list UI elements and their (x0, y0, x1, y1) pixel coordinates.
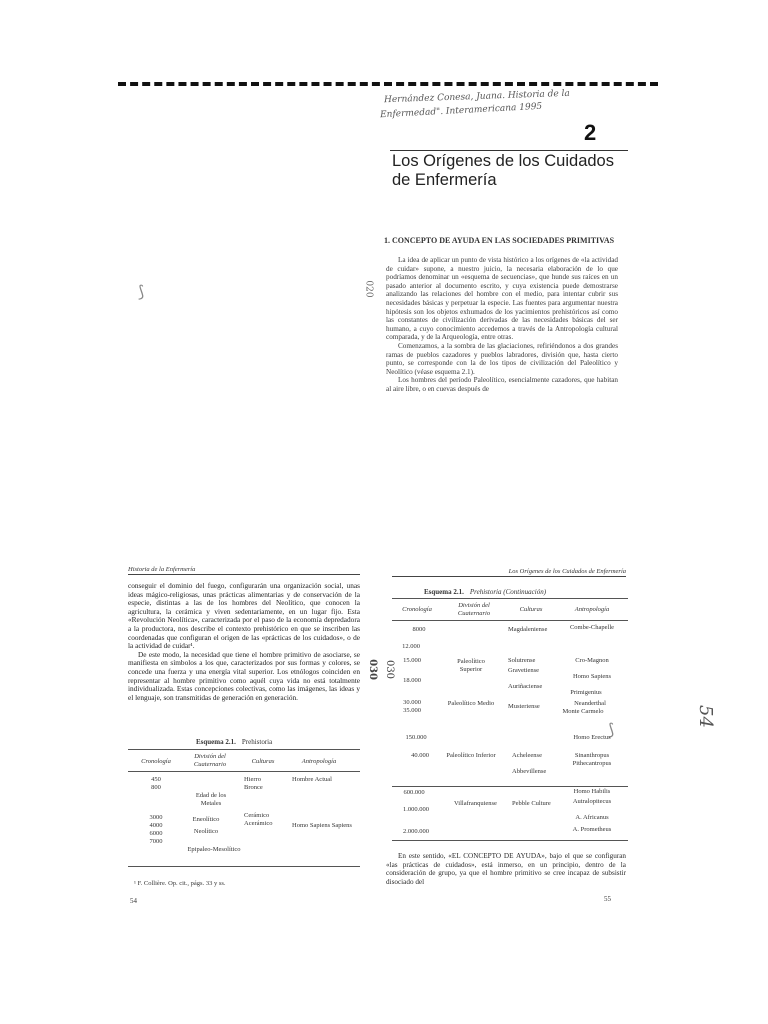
table-cell: 4000 (149, 822, 163, 829)
table-cell: Homo Erectus (573, 734, 611, 741)
footnote: ¹ F. Collière. Op. cit., págs. 33 y ss. (134, 880, 226, 887)
table-cell: 2.000.000 (403, 828, 429, 835)
table-rule (128, 749, 360, 750)
table-name: Prehistoria (Continuación) (469, 588, 547, 596)
chapter-number: 2 (584, 120, 597, 145)
table-cell: Paleolítico Superior (457, 658, 485, 673)
table-cell: Cerámico (244, 812, 270, 819)
paragraph: Comenzamos, a la sombra de las glaciaciones, refiriéndonos a dos grandes ramas de pueblos cazadores y pueblos labradores, división que, hasta cierto punto, se corresponde con la de los tipos de civilización del Paleolítico y Neolítico (véase esquema 2.1). (386, 341, 618, 376)
table-cell: Acerámico (244, 820, 273, 827)
left-page-body (128, 582, 360, 702)
table-cell: Villafranquiense (454, 800, 497, 807)
table-cell: 150.000 (405, 734, 427, 741)
table-cell: Epipaleo-Mesolítico (187, 846, 241, 853)
table-cell: Pithecantropus (572, 760, 612, 767)
table-cell: 600.000 (403, 789, 425, 796)
table-cell: A. Prometheus (572, 826, 612, 833)
table-cell: Bronce (244, 784, 263, 791)
table-label: Esquema 2.1. (424, 588, 464, 596)
table-header: Culturas (251, 758, 275, 765)
stamp-number-middle: 030 (366, 659, 378, 680)
table-cell: Magdaleniense (508, 626, 548, 633)
table-cell: Primigenius (570, 689, 602, 696)
table-cell: Neolítico (193, 828, 219, 835)
right-page-body (386, 852, 626, 886)
table-cell: Acheleense (512, 752, 542, 759)
table-header: Antropología (301, 758, 337, 765)
table-cell: Gravetiense (508, 667, 540, 674)
table-rule (128, 771, 360, 772)
table-cell: 12.000 (402, 643, 420, 650)
table-cell: 7000 (149, 838, 163, 845)
table-name: Prehistoria (241, 738, 273, 746)
table-cell: Combe-Chapelle (569, 624, 615, 631)
page-number-left: 54 (130, 897, 137, 905)
running-head-left: Historia de la Enfermería (128, 566, 360, 575)
table-cell: 6000 (149, 830, 163, 837)
table-cell: Homo Sapiens Sapiens (292, 822, 352, 829)
table-label: Esquema 2.1. (196, 738, 236, 746)
table-cell: 8000 (412, 626, 426, 633)
margin-bracket-mark-right: ⟆ (608, 720, 615, 739)
table-cell: 15.000 (403, 657, 421, 664)
table-cell: Cro-Magnon (575, 657, 609, 664)
table-header: División del Cuaternario (193, 753, 227, 768)
paragraph: De este modo, la necesidad que tiene el hombre primitivo de asociarse, se manifiesta en símbolos a los que, caracterizados por sus formas y colores, se concede una fuerza y una energía vital superior. Los etnólogos coinciden en representar al hombre primitivo como aquél cuya vida no está totalmente individualizada. Estas concepciones colectivas, como las imágenes, las ideas y el lenguaje, son transmitidas de generación en generación. (128, 649, 360, 702)
table-cell: Monte Carmelo (562, 708, 604, 715)
handwritten-note-line2: Enfermedad". Interamericana 1995 (379, 101, 543, 121)
table-cell: 35.000 (403, 707, 421, 714)
table-cell: Pebble Culture (512, 800, 551, 807)
paragraph: La idea de aplicar un punto de vista histórico a los orígenes de «la actividad de cuidar» supone, a nuestro juicio, la necesaria elaboración de lo que podríamos denominar un «esquema de secuencias», que hunde sus raíces en un pasado anterior al documento escrito, y cuya existencia puede demostrarse analizando las relaciones del hombre con el medio, para intentar cubrir sus necesidades básicas y perpetuar la especie. Las fuentes para argumentar nuestra hipótesis son los objetos exhumados de los yacimientos prehistóricos así como las constantes de civilización derivadas de las necesidades básicas del ser humano, a cuyo conocimiento accedemos a través de la Antropología cultural comparada, y de la Arqueología, entre otras. (386, 256, 618, 342)
table-cell: Edad de los Metales (195, 792, 227, 807)
table-header: Cronología (141, 758, 171, 765)
table-cell: 450 (151, 776, 161, 783)
table-cell: Autralopitecus (572, 798, 612, 805)
table-header: Antropología (574, 606, 610, 613)
table-cell: Hombre Actual (292, 776, 332, 783)
table-cell: Paleolítico Medio (447, 700, 495, 707)
page-number-right: 55 (604, 895, 611, 903)
table-cell: 3000 (149, 814, 163, 821)
table-rule (392, 840, 628, 841)
table-cell: Homo Sapiens (572, 673, 612, 680)
table-cell: Sinanthropus (574, 752, 610, 759)
chapter-title: Los Orígenes de los Cuidados de Enfermería (392, 152, 614, 189)
table-cell: Neanderthal (574, 700, 606, 707)
table-cell: Eneolítico (192, 816, 220, 823)
stamp-number-top: 020 (363, 280, 374, 298)
table-title-left (196, 738, 272, 746)
chapter-rule (390, 150, 628, 151)
table-title-right (424, 588, 546, 596)
table-cell: Musteriense (508, 703, 540, 710)
table-cell: A. Africanus (575, 814, 609, 821)
table-cell: Auriñaciense (508, 683, 543, 690)
table-header: Culturas (519, 606, 543, 613)
handwritten-note-line1: Hernández Conesa, Juana. Historia de la (383, 88, 571, 106)
table-cell: Paleolítico Inferior (446, 752, 496, 759)
margin-bracket-mark: ⟆ (138, 282, 145, 301)
scan-edge-line (118, 82, 658, 92)
table-rule (128, 866, 360, 867)
table-header: Cronología (402, 606, 432, 613)
table-rule (392, 786, 628, 787)
table-cell: 40.000 (411, 752, 429, 759)
table-cell: Solutrense (508, 657, 536, 664)
table-cell: 800 (151, 784, 161, 791)
paragraph: conseguir el dominio del fuego, configurarán una organización social, unas ideas mágico-religiosas, unas prácticas alimentarias y de conservación de la especie, distintas a las de los hombres del Neolítico, que conocen la agricultura, la cerámica y viven sedentariamente, en un lugar fijo. Esta «Revolución Neolítica», caracterizada por el paso de la economía depredadora a la productora, nos describe el contexto prehistórico en que se inscriben las coordenadas que configuran el origen de las «prácticas de los cuidados», o de la actividad de cuidar¹. (128, 581, 360, 651)
running-head-right: Los Orígenes de los Cuidados de Enfermería (392, 568, 626, 577)
table-header: División del Cuaternario (457, 602, 491, 617)
section-heading: 1. CONCEPTO DE AYUDA EN LAS SOCIEDADES PRIMITIVAS (384, 236, 615, 245)
handwritten-number-right: 54 (694, 705, 716, 728)
table-cell: 30.000 (403, 699, 421, 706)
table-rule (392, 620, 628, 621)
table-cell: 1.000.000 (403, 806, 429, 813)
table-cell: Abbevillense (512, 768, 547, 775)
table-cell: Hierro (244, 776, 261, 783)
paragraph: Los hombres del período Paleolítico, esencialmente cazadores, que habitan al aire libre, o en cuevas después de (386, 376, 618, 393)
paragraph: En este sentido, «EL CONCEPTO DE AYUDA», bajo el que se configuran «las prácticas de cuidados», está inmerso, en un principio, dentro de la consideración de grupo, ya que el hombre primitivo se cree incapaz de subsistir disociado del (386, 852, 626, 886)
table-cell: Homo Habilis (573, 788, 611, 795)
stamp-number-middle-2: 030 (384, 659, 396, 680)
top-page-body (386, 256, 618, 394)
table-rule (392, 598, 628, 599)
table-cell: 18.000 (403, 677, 421, 684)
